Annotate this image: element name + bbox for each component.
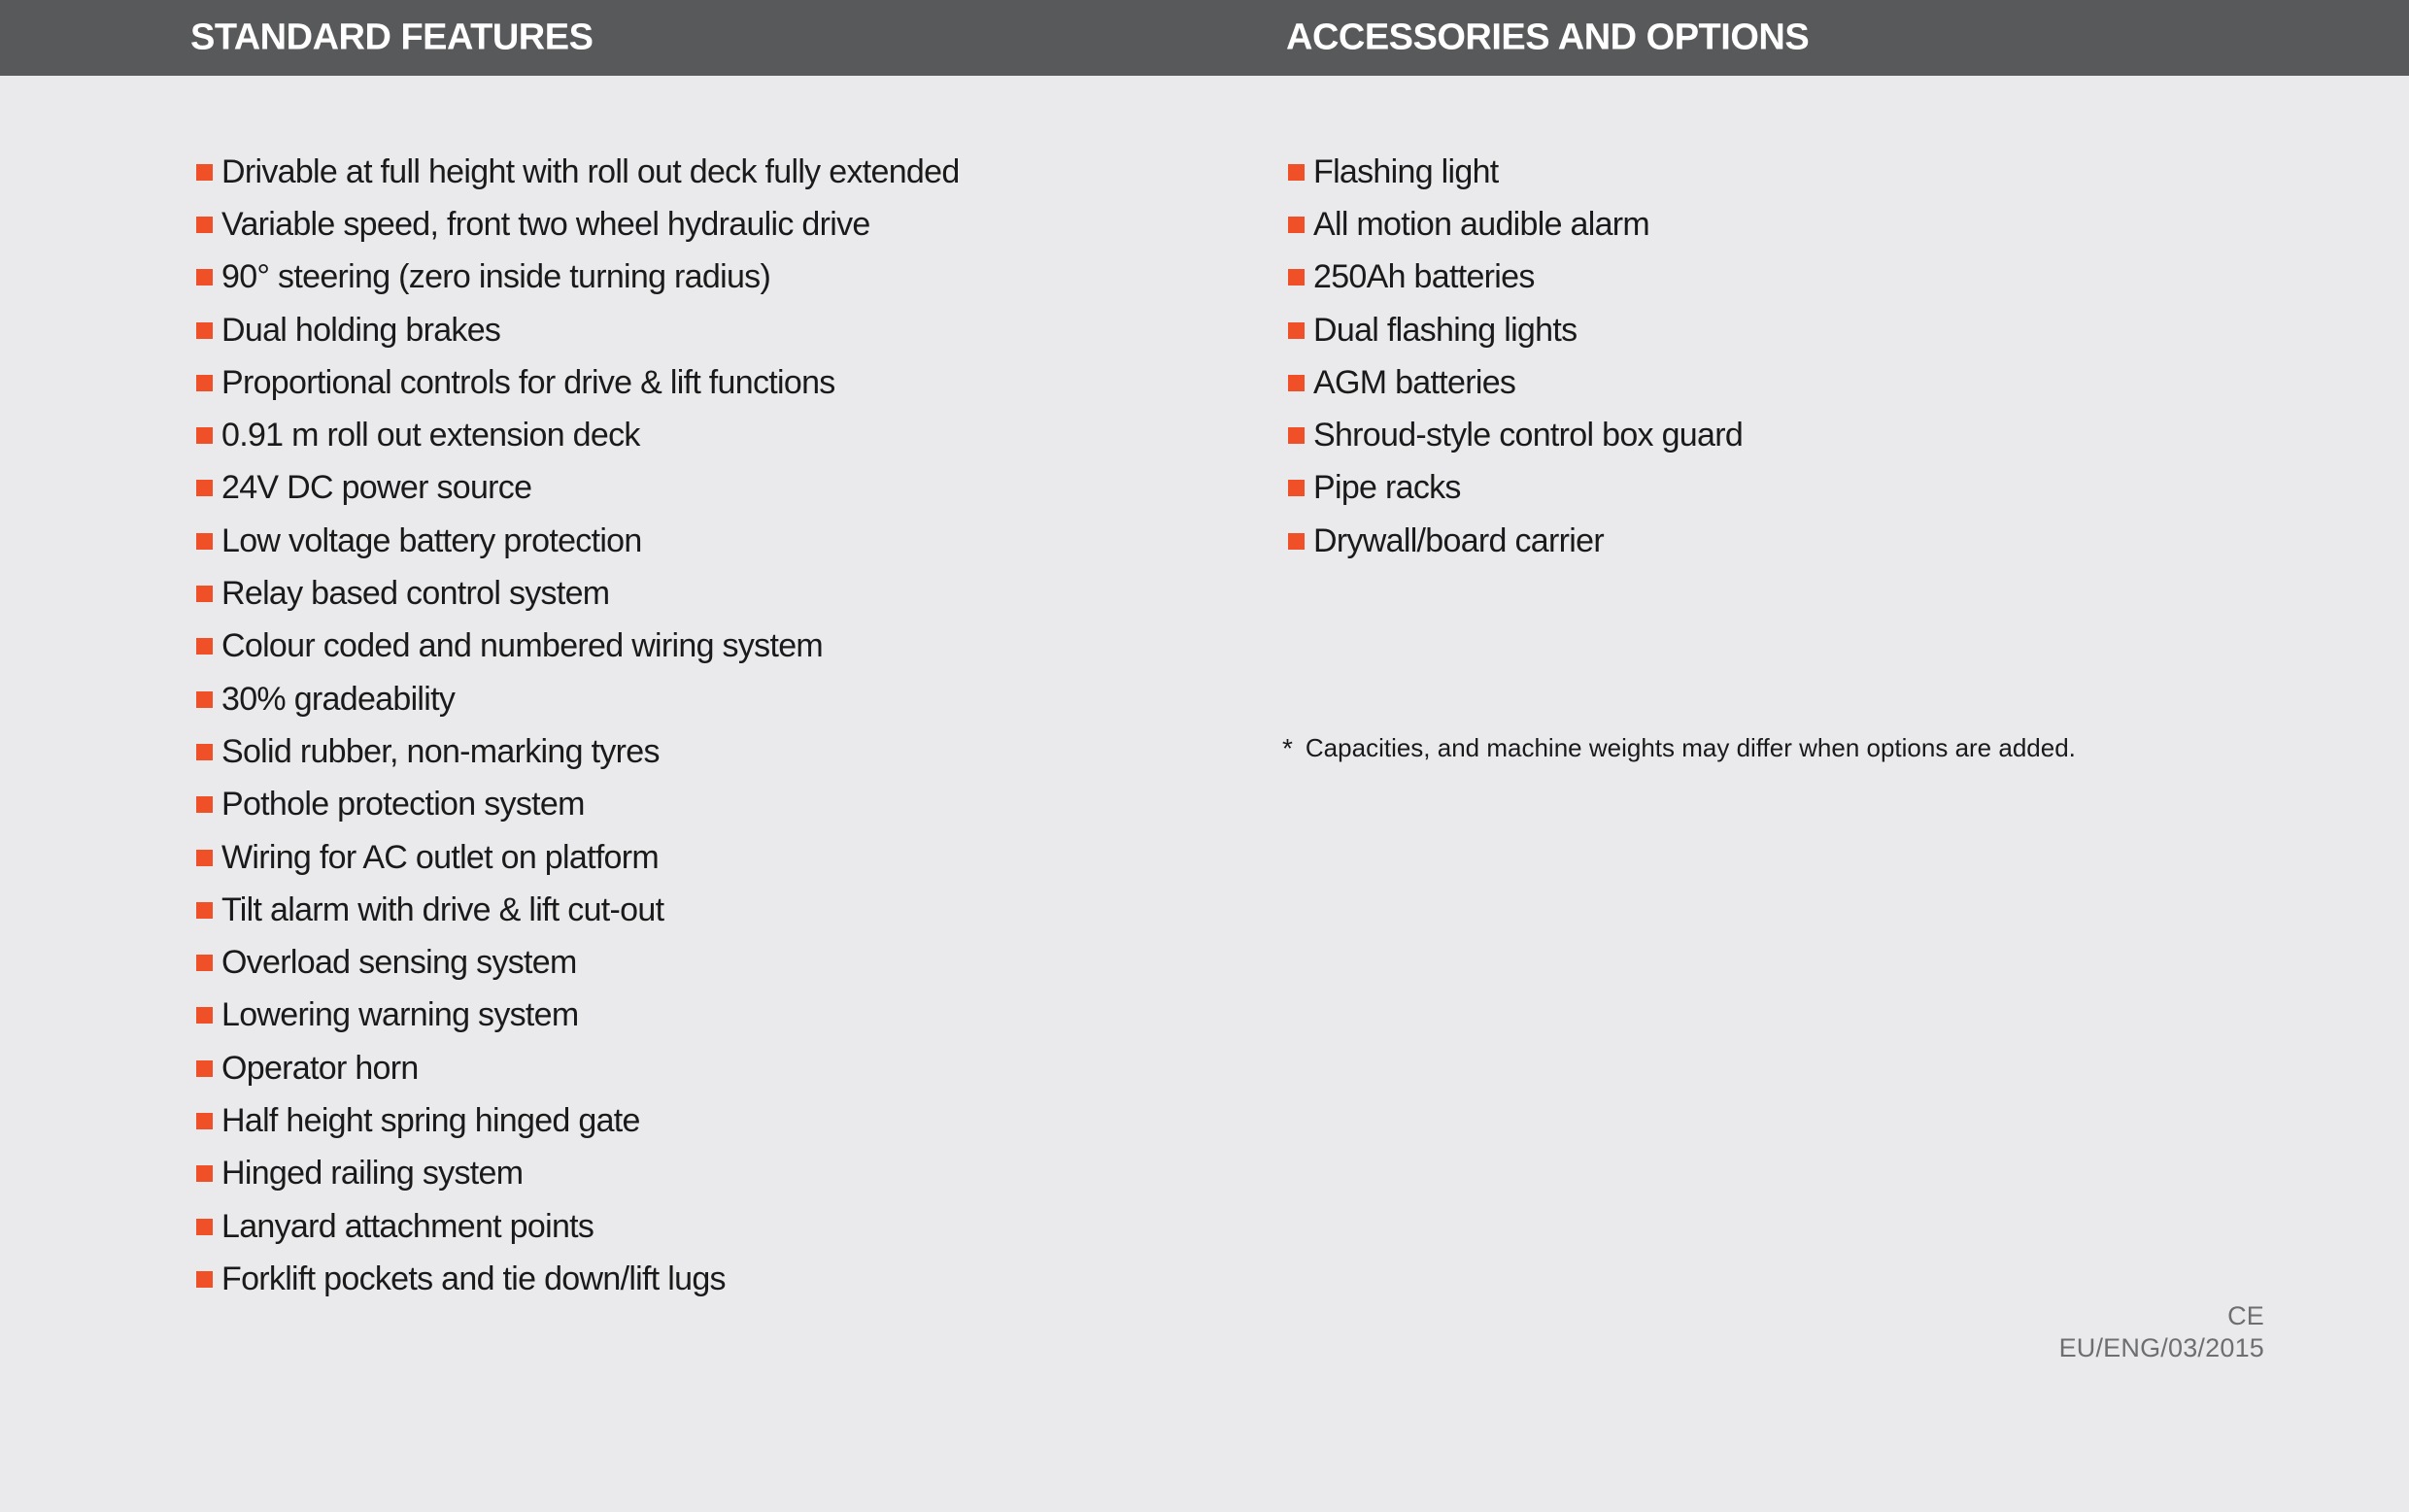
list-item-label: 24V DC power source: [221, 469, 532, 507]
list-item-label: Relay based control system: [221, 575, 610, 613]
bullet-square-icon: [196, 480, 213, 496]
list-item: [196, 567, 960, 620]
list-item: [196, 1148, 960, 1200]
list-item: [196, 1253, 960, 1305]
standard-features-list: [196, 146, 960, 1306]
list-item-label: Forklift pockets and tie down/lift lugs: [221, 1260, 726, 1297]
list-item: [196, 198, 960, 251]
bullet-square-icon: [196, 1007, 213, 1024]
bullet-square-icon: [1288, 427, 1305, 444]
bullet-square-icon: [196, 1271, 213, 1288]
list-item-label: Dual flashing lights: [1313, 311, 1578, 349]
list-item: [196, 725, 960, 778]
list-item-label: Operator horn: [221, 1049, 419, 1087]
list-item: [1288, 198, 1743, 251]
list-item: [196, 409, 960, 461]
bullet-square-icon: [196, 164, 213, 181]
bullet-square-icon: [196, 1060, 213, 1077]
asterisk-marker: *: [1282, 733, 1293, 763]
list-item: [1288, 304, 1743, 356]
bullet-square-icon: [1288, 480, 1305, 496]
list-item: [196, 779, 960, 831]
list-item: [196, 936, 960, 989]
bullet-square-icon: [196, 955, 213, 971]
list-item-label: AGM batteries: [1313, 363, 1516, 401]
section-header-bar: [0, 0, 2409, 76]
list-item: [1288, 252, 1743, 304]
list-item-label: Proportional controls for drive & lift functions: [221, 363, 835, 401]
list-item-label: All motion audible alarm: [1313, 205, 1650, 243]
list-item-label: Lowering warning system: [221, 996, 579, 1034]
list-item-label: Pothole protection system: [221, 786, 585, 823]
bullet-square-icon: [196, 1219, 213, 1235]
list-item-label: 250Ah batteries: [1313, 258, 1535, 296]
bullet-square-icon: [196, 638, 213, 655]
bullet-square-icon: [196, 744, 213, 760]
bullet-square-icon: [196, 269, 213, 286]
bullet-square-icon: [1288, 217, 1305, 233]
list-item-label: Hinged railing system: [221, 1155, 524, 1193]
document-code: EU/ENG/03/2015: [2058, 1333, 2264, 1362]
bullet-square-icon: [196, 427, 213, 444]
bullet-square-icon: [196, 796, 213, 813]
list-item-label: Wiring for AC outlet on platform: [221, 838, 660, 876]
list-item: [196, 146, 960, 198]
list-item: [196, 621, 960, 673]
accessories-options-list: [1288, 146, 1743, 567]
list-item-label: Lanyard attachment points: [221, 1207, 594, 1245]
list-item: [196, 1200, 960, 1253]
bullet-square-icon: [1288, 322, 1305, 339]
list-item: [196, 884, 960, 936]
list-item: [196, 1042, 960, 1094]
bullet-square-icon: [1288, 269, 1305, 286]
list-item: [196, 515, 960, 567]
list-item: [196, 356, 960, 409]
list-item-label: Dual holding brakes: [221, 311, 501, 349]
list-item: [1288, 409, 1743, 461]
bullet-square-icon: [196, 586, 213, 602]
bullet-square-icon: [1288, 533, 1305, 550]
bullet-square-icon: [196, 691, 213, 708]
ce-mark-text: CE: [2227, 1301, 2264, 1330]
list-item: [1288, 356, 1743, 409]
list-item: [196, 990, 960, 1042]
bullet-square-icon: [196, 1165, 213, 1182]
bullet-square-icon: [1288, 375, 1305, 391]
list-item: [1288, 515, 1743, 567]
document-footer: [2059, 1300, 2264, 1364]
list-item-label: 30% gradeability: [221, 680, 456, 718]
list-item-label: Shroud-style control box guard: [1313, 417, 1744, 454]
list-item-label: Low voltage battery protection: [221, 521, 642, 559]
bullet-square-icon: [196, 375, 213, 391]
list-item-label: 0.91 m roll out extension deck: [221, 417, 640, 454]
list-item: [196, 831, 960, 884]
list-item: [196, 1094, 960, 1147]
list-item-label: Overload sensing system: [221, 944, 577, 982]
capacities-footnote: [1282, 733, 2076, 764]
footnote-text: Capacities, and machine weights may differ when options are added.: [1305, 733, 2076, 762]
list-item: [196, 252, 960, 304]
list-item: [1288, 146, 1743, 198]
accessories-options-heading: ACCESSORIES AND OPTIONS: [1286, 17, 1810, 58]
list-item-label: Tilt alarm with drive & lift cut-out: [221, 890, 664, 928]
standard-features-heading: STANDARD FEATURES: [190, 17, 594, 58]
bullet-square-icon: [196, 902, 213, 919]
list-item: [196, 673, 960, 725]
list-item: [196, 304, 960, 356]
bullet-square-icon: [196, 217, 213, 233]
bullet-square-icon: [196, 533, 213, 550]
list-item-label: Half height spring hinged gate: [221, 1101, 640, 1139]
list-item-label: Drivable at full height with roll out deck fully extended: [221, 152, 960, 190]
list-item-label: Flashing light: [1313, 152, 1499, 190]
bullet-square-icon: [196, 850, 213, 866]
bullet-square-icon: [196, 322, 213, 339]
list-item-label: Colour coded and numbered wiring system: [221, 627, 824, 665]
list-item-label: Variable speed, front two wheel hydraulic drive: [221, 205, 870, 243]
list-item-label: Solid rubber, non-marking tyres: [221, 732, 660, 770]
list-item-label: 90° steering (zero inside turning radius): [221, 258, 771, 296]
list-item: [196, 462, 960, 515]
list-item-label: Pipe racks: [1313, 469, 1461, 507]
list-item: [1288, 462, 1743, 515]
bullet-square-icon: [196, 1113, 213, 1129]
list-item-label: Drywall/board carrier: [1313, 521, 1604, 559]
bullet-square-icon: [1288, 164, 1305, 181]
